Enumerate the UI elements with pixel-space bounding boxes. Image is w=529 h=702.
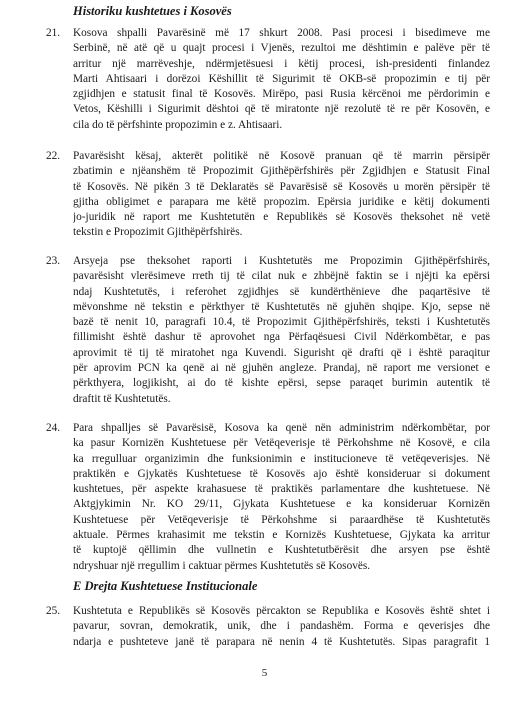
text-line: draftit të Kushtetutës. bbox=[73, 392, 171, 405]
paragraph-number: 23. bbox=[46, 255, 61, 267]
paragraph-text bbox=[73, 604, 490, 650]
text-line: zbatimin e njëanshëm të Propozimit Gjithëpërfshirës për Zgjidhjen e Statusit Final bbox=[73, 165, 490, 178]
text-line: Serbinë, në atë që u quajt procesi i Vjenës, rezultoi me dështimin e palëve për të bbox=[73, 42, 490, 55]
paragraph-text bbox=[73, 149, 490, 241]
paragraph-number: 25. bbox=[46, 605, 61, 617]
text-line: mëvonshme në tekstin e përkthyer të Kushtetutës në gjuhën shqipe. Kjo, sepse në bbox=[73, 300, 490, 313]
text-line: ndarja e pushteteve janë të parapara në nenin 4 të Kushtetutës. Sipas paragrafit 1 bbox=[73, 635, 490, 648]
text-line: arritur një marrëveshje, ndërmjetësuesi i këtij procesi, ish-presidenti finlandez bbox=[73, 57, 490, 70]
text-line: tekstin e Propozimit Gjithëpërfshirës. bbox=[73, 226, 243, 239]
text-line: të kuptojë qëllimin dhe vullnetin e Kushtetutbërësit dhe arsyen pse është bbox=[73, 544, 490, 557]
text-line: Para shpalljes së Pavarësisë, Kosova ka qenë nën administrim ndërkombëtar, por bbox=[73, 422, 490, 434]
text-line: pavarur, sovran, demokratik, unik, dhe i pandashëm. Forma e qeverisjes dhe bbox=[73, 620, 490, 633]
text-line: ka rregulluar organizimin dhe funksionimin e institucioneve të vetëqeverisjes. Në bbox=[73, 452, 490, 465]
page-number: 5 bbox=[261, 667, 268, 679]
text-line: pavarësisht vlerësimeve rreth tij të cilat nuk e zhbëjnë faktin se i njëjti ka epërsi bbox=[73, 270, 490, 283]
text-line: ndryshuar një rregullim i caktuar përmes Kushtetutës së Kosovës. bbox=[73, 559, 371, 572]
section-heading-drejta-kushtetuese: E Drejta Kushtetuese Institucionale bbox=[73, 579, 258, 593]
text-line: kushtetues, për aspekte krahasuese të praktikës parlamentare dhe kushtetuese. Në bbox=[73, 483, 490, 496]
text-line: jo-juridik në raport me Kushtetutën e Republikës së Kosovës theksohet në vetë bbox=[73, 211, 490, 224]
paragraph-text bbox=[73, 254, 490, 407]
text-line: praktikën e Gjykatës Kushtetuese të Kosovës ajo është konsideruar si dokument bbox=[73, 467, 490, 480]
text-line: cila do të përfshinte propozimin e z. Ahtisaari. bbox=[73, 118, 283, 131]
paragraph-25 bbox=[46, 604, 490, 650]
text-line: Vetos, Këshilli i Sigurimit dështoi që të miratonte një rezolutë të re për Kosovën, e bbox=[73, 103, 490, 116]
paragraph-24 bbox=[46, 421, 490, 574]
text-line: Kosova shpalli Pavarësinë më 17 shkurt 2008. Pasi procesi i bisedimeve me bbox=[73, 27, 490, 39]
text-line: ndaj Kushtetutës, i referohet zgjidhjes së kundërthënieve dhe paqartësive të bbox=[73, 285, 490, 298]
text-line: gjitha obligimet e parapara me këtë propozim. Epërsia juridike e këtij dokumenti bbox=[73, 195, 490, 208]
text-line: përkthyera, logjikisht, ai do të kishte epërsi, sepse paraqet burimin autentik të bbox=[73, 377, 490, 390]
paragraph-23 bbox=[46, 254, 490, 407]
text-line: Kushtetuta e Republikës së Kosovës përcakton se Republika e Kosovës është shtet i bbox=[73, 605, 490, 617]
section-heading-historiku: Historiku kushtetues i Kosovës bbox=[73, 4, 232, 18]
text-line: Pavarësisht kësaj, akterët politikë në Kosovë pranuan që të marrin përsipër bbox=[73, 150, 490, 162]
paragraph-number: 24. bbox=[46, 422, 61, 434]
paragraph-21 bbox=[46, 26, 490, 133]
text-line: aktuale. Përmes krahasimit me tekstin e Kornizës Kushtetuese, Gjykata ka arritur bbox=[73, 529, 490, 542]
text-line: për aprovim PCN ka qenë ai në gjuhën angleze. Prandaj, në raport me versionet e bbox=[73, 362, 490, 375]
text-line: zgjidhjen e statusit final të Kosovës. Mirëpo, pasi Rusia kërcënoi me përdorimin e bbox=[73, 88, 490, 101]
text-line: aprovimit të tij të miratohet nga Kuvendi. Sigurisht që drafti që i është paraqitur bbox=[73, 346, 490, 359]
text-line: Kushtetuese për Vetëqeverisje të Përkohshme si paraardhëse të Kushtetutës bbox=[73, 513, 490, 526]
text-line: të Kosovës. Në pikën 3 të Deklaratës së Pavarësisë së Kosovës u morën përsipër të bbox=[73, 180, 490, 193]
text-line: Arsyeja pse theksohet raporti i Kushtetutës me Propozimin Gjithëpërfshirës, bbox=[73, 255, 490, 267]
text-line: fillimisht është dashur të aprovohet nga Përfaqësuesi Civil Ndërkombëtar, e pas bbox=[73, 331, 490, 344]
paragraph-number: 22. bbox=[46, 150, 61, 162]
paragraph-number: 21. bbox=[46, 27, 61, 39]
text-line: ka pasur Kornizën Kushtetuese për Vetëqeverisje të Përkohshme në Kosovë, e cila bbox=[73, 437, 490, 450]
text-line: Aktgjykimin Nr. KO 29/11, Gjykata Kushtetuese e ka konsideruar Kornizën bbox=[73, 498, 490, 511]
paragraph-22 bbox=[46, 149, 490, 241]
text-line: Marti Ahtisaari i dorëzoi Këshillit të Sigurimit të OKB-së propozimin e tij për bbox=[73, 72, 490, 85]
text-line: bazë të nenit 10, paragrafi 10.4, të Propozimit Gjithëpërfshirës, teksti i Kushtetutës bbox=[73, 316, 490, 329]
paragraph-text bbox=[73, 26, 490, 133]
paragraph-text bbox=[73, 421, 490, 574]
